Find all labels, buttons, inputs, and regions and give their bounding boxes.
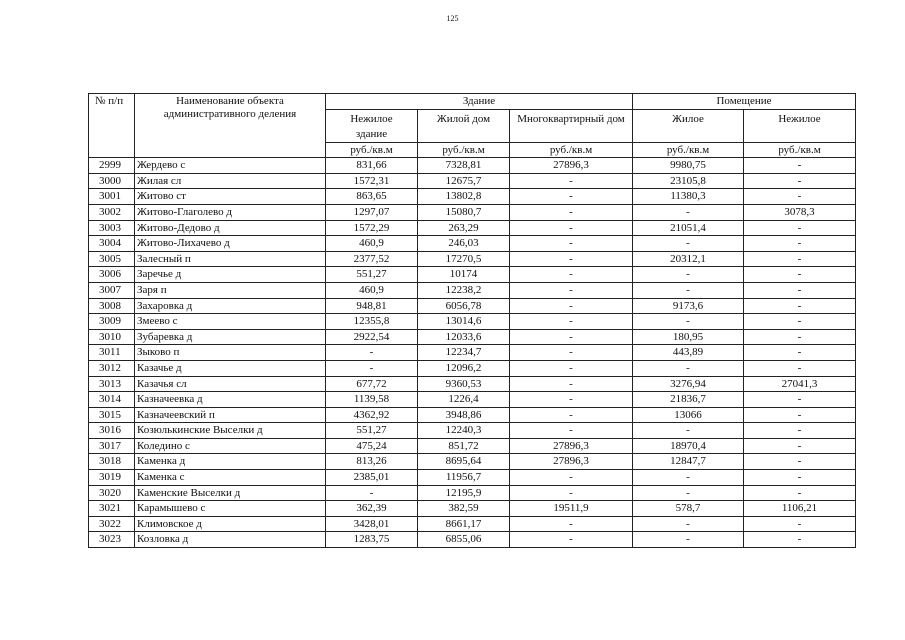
- nonresidential-building-value: 2385,01: [326, 470, 418, 486]
- nonresidential-premises-value: -: [744, 485, 856, 501]
- row-number: 3007: [89, 282, 135, 298]
- nonresidential-premises-value: 1106,21: [744, 501, 856, 517]
- table-row: [89, 314, 856, 330]
- apartment-building-value: -: [510, 392, 633, 408]
- nonresidential-building-value: 460,9: [326, 282, 418, 298]
- nonresidential-building-value: 863,65: [326, 189, 418, 205]
- residential-premises-value: 11380,3: [633, 189, 744, 205]
- row-number: 3021: [89, 501, 135, 517]
- table-header: [89, 94, 856, 158]
- nonresidential-premises-value: -: [744, 470, 856, 486]
- nonresidential-building-value: 948,81: [326, 298, 418, 314]
- row-number: 3016: [89, 423, 135, 439]
- row-number: 3000: [89, 173, 135, 189]
- nonresidential-building-value: 1297,07: [326, 204, 418, 220]
- apartment-building-value: 19511,9: [510, 501, 633, 517]
- row-number: 3006: [89, 267, 135, 283]
- apartment-building-value: -: [510, 407, 633, 423]
- row-number: 3019: [89, 470, 135, 486]
- residential-house-value: 13802,8: [418, 189, 510, 205]
- residential-premises-value: -: [633, 236, 744, 252]
- table-row: [89, 407, 856, 423]
- nonresidential-premises-value: -: [744, 189, 856, 205]
- apartment-building-value: -: [510, 298, 633, 314]
- object-name: Зубаревка д: [135, 329, 326, 345]
- table-row: [89, 173, 856, 189]
- object-name: Казачья сл: [135, 376, 326, 392]
- header-nonresidential-premises: Нежилое: [744, 109, 856, 142]
- nonresidential-building-value: 475,24: [326, 438, 418, 454]
- object-name: Зыково п: [135, 345, 326, 361]
- apartment-building-value: 27896,3: [510, 158, 633, 174]
- nonresidential-premises-value: 3078,3: [744, 204, 856, 220]
- header-num: № п/п: [89, 94, 135, 158]
- object-name: Казначеевский п: [135, 407, 326, 423]
- residential-house-value: 12240,3: [418, 423, 510, 439]
- apartment-building-value: -: [510, 251, 633, 267]
- nonresidential-premises-value: -: [744, 314, 856, 330]
- header-name: [135, 94, 326, 158]
- row-number: 3012: [89, 360, 135, 376]
- nonresidential-premises-value: -: [744, 298, 856, 314]
- apartment-building-value: -: [510, 220, 633, 236]
- nonresidential-building-value: 831,66: [326, 158, 418, 174]
- residential-house-value: 10174: [418, 267, 510, 283]
- nonresidential-building-value: 813,26: [326, 454, 418, 470]
- residential-premises-value: 20312,1: [633, 251, 744, 267]
- apartment-building-value: -: [510, 360, 633, 376]
- nonresidential-premises-value: -: [744, 454, 856, 470]
- nonresidential-building-value: 4362,92: [326, 407, 418, 423]
- nonresidential-premises-value: -: [744, 423, 856, 439]
- table-row: [89, 282, 856, 298]
- table-row: [89, 360, 856, 376]
- nonresidential-building-value: -: [326, 345, 418, 361]
- nonresidential-premises-value: 27041,3: [744, 376, 856, 392]
- residential-premises-value: 3276,94: [633, 376, 744, 392]
- row-number: 3013: [89, 376, 135, 392]
- unit-label: руб./кв.м: [326, 142, 418, 158]
- object-name: Захаровка д: [135, 298, 326, 314]
- residential-premises-value: -: [633, 516, 744, 532]
- table-row: [89, 516, 856, 532]
- nonresidential-premises-value: -: [744, 282, 856, 298]
- tariff-table: [88, 93, 856, 548]
- residential-premises-value: 9980,75: [633, 158, 744, 174]
- page-number: 125: [446, 14, 459, 23]
- nonresidential-building-value: 362,39: [326, 501, 418, 517]
- residential-premises-value: -: [633, 470, 744, 486]
- apartment-building-value: -: [510, 282, 633, 298]
- header-residential-house: Жилой дом: [418, 109, 510, 142]
- table-row: [89, 501, 856, 517]
- nonresidential-building-value: 1283,75: [326, 532, 418, 548]
- residential-premises-value: 578,7: [633, 501, 744, 517]
- nonresidential-premises-value: -: [744, 532, 856, 548]
- residential-house-value: 15080,7: [418, 204, 510, 220]
- row-number: 3020: [89, 485, 135, 501]
- residential-premises-value: -: [633, 314, 744, 330]
- header-building: Здание: [326, 94, 633, 110]
- residential-house-value: 9360,53: [418, 376, 510, 392]
- nonresidential-premises-value: -: [744, 267, 856, 283]
- table-row: [89, 204, 856, 220]
- nonresidential-premises-value: -: [744, 407, 856, 423]
- residential-house-value: 851,72: [418, 438, 510, 454]
- residential-house-value: 246,03: [418, 236, 510, 252]
- residential-house-value: 12033,6: [418, 329, 510, 345]
- nonresidential-building-value: -: [326, 360, 418, 376]
- nonresidential-building-value: 460,9: [326, 236, 418, 252]
- row-number: 3010: [89, 329, 135, 345]
- apartment-building-value: 27896,3: [510, 454, 633, 470]
- residential-premises-value: -: [633, 532, 744, 548]
- row-number: 3004: [89, 236, 135, 252]
- object-name: Каменка д: [135, 454, 326, 470]
- header-premises: Помещение: [633, 94, 856, 110]
- residential-premises-value: 180,95: [633, 329, 744, 345]
- object-name: Козловка д: [135, 532, 326, 548]
- residential-house-value: 8695,64: [418, 454, 510, 470]
- apartment-building-value: -: [510, 345, 633, 361]
- table-row: [89, 438, 856, 454]
- object-name: Жилая сл: [135, 173, 326, 189]
- nonresidential-premises-value: -: [744, 345, 856, 361]
- object-name: Житово-Дедово д: [135, 220, 326, 236]
- header-nonresidential-building-text: Нежилое здание: [350, 112, 393, 140]
- object-name: Житово-Глаголево д: [135, 204, 326, 220]
- residential-house-value: 263,29: [418, 220, 510, 236]
- nonresidential-building-value: 3428,01: [326, 516, 418, 532]
- residential-premises-value: 13066: [633, 407, 744, 423]
- table-row: [89, 376, 856, 392]
- row-number: 3023: [89, 532, 135, 548]
- nonresidential-premises-value: -: [744, 251, 856, 267]
- object-name: Житово ст: [135, 189, 326, 205]
- residential-premises-value: -: [633, 360, 744, 376]
- apartment-building-value: -: [510, 423, 633, 439]
- apartment-building-value: 27896,3: [510, 438, 633, 454]
- object-name: Климовское д: [135, 516, 326, 532]
- row-number: 3002: [89, 204, 135, 220]
- object-name: Заря п: [135, 282, 326, 298]
- row-number: 3005: [89, 251, 135, 267]
- nonresidential-premises-value: -: [744, 220, 856, 236]
- table-row: [89, 329, 856, 345]
- header-residential-premises: Жилое: [633, 109, 744, 142]
- residential-premises-value: -: [633, 267, 744, 283]
- table-row: [89, 158, 856, 174]
- nonresidential-premises-value: -: [744, 392, 856, 408]
- header-nonresidential-building: [326, 109, 418, 142]
- apartment-building-value: -: [510, 314, 633, 330]
- nonresidential-premises-value: -: [744, 158, 856, 174]
- object-name: Житово-Лихачево д: [135, 236, 326, 252]
- table-row: [89, 392, 856, 408]
- object-name: Каменские Выселки д: [135, 485, 326, 501]
- residential-house-value: 6056,78: [418, 298, 510, 314]
- header-name-text: Наименование объекта административного деления: [163, 95, 297, 120]
- nonresidential-building-value: 551,27: [326, 423, 418, 439]
- table-row: [89, 236, 856, 252]
- unit-label: руб./кв.м: [633, 142, 744, 158]
- row-number: 3009: [89, 314, 135, 330]
- nonresidential-building-value: 2922,54: [326, 329, 418, 345]
- nonresidential-building-value: -: [326, 485, 418, 501]
- header-apartment-building: [510, 109, 633, 142]
- table-body: [89, 158, 856, 548]
- table-row: [89, 220, 856, 236]
- row-number: 3018: [89, 454, 135, 470]
- header-apartment-building-text: Многоквартирный дом: [517, 112, 625, 125]
- nonresidential-building-value: 1572,29: [326, 220, 418, 236]
- residential-premises-value: 21836,7: [633, 392, 744, 408]
- nonresidential-premises-value: -: [744, 173, 856, 189]
- table-row: [89, 470, 856, 486]
- residential-premises-value: 23105,8: [633, 173, 744, 189]
- nonresidential-building-value: 12355,8: [326, 314, 418, 330]
- row-number: 3008: [89, 298, 135, 314]
- apartment-building-value: -: [510, 329, 633, 345]
- apartment-building-value: -: [510, 173, 633, 189]
- nonresidential-building-value: 2377,52: [326, 251, 418, 267]
- residential-house-value: 12096,2: [418, 360, 510, 376]
- row-number: 2999: [89, 158, 135, 174]
- residential-house-value: 13014,6: [418, 314, 510, 330]
- table-row: [89, 485, 856, 501]
- nonresidential-building-value: 677,72: [326, 376, 418, 392]
- residential-premises-value: 443,89: [633, 345, 744, 361]
- row-number: 3017: [89, 438, 135, 454]
- apartment-building-value: -: [510, 516, 633, 532]
- nonresidential-building-value: 1139,58: [326, 392, 418, 408]
- row-number: 3003: [89, 220, 135, 236]
- residential-premises-value: 21051,4: [633, 220, 744, 236]
- apartment-building-value: -: [510, 267, 633, 283]
- unit-label: руб./кв.м: [510, 142, 633, 158]
- residential-premises-value: 18970,4: [633, 438, 744, 454]
- object-name: Коледино с: [135, 438, 326, 454]
- object-name: Змеево с: [135, 314, 326, 330]
- table-row: [89, 345, 856, 361]
- unit-label: руб./кв.м: [418, 142, 510, 158]
- row-number: 3011: [89, 345, 135, 361]
- nonresidential-building-value: 1572,31: [326, 173, 418, 189]
- residential-house-value: 1226,4: [418, 392, 510, 408]
- residential-premises-value: 12847,7: [633, 454, 744, 470]
- object-name: Казначеевка д: [135, 392, 326, 408]
- residential-house-value: 12234,7: [418, 345, 510, 361]
- residential-premises-value: -: [633, 485, 744, 501]
- residential-house-value: 17270,5: [418, 251, 510, 267]
- object-name: Карамышево с: [135, 501, 326, 517]
- table-row: [89, 251, 856, 267]
- nonresidential-premises-value: -: [744, 438, 856, 454]
- apartment-building-value: -: [510, 532, 633, 548]
- table-row: [89, 189, 856, 205]
- row-number: 3014: [89, 392, 135, 408]
- residential-premises-value: -: [633, 423, 744, 439]
- table-row: [89, 298, 856, 314]
- object-name: Жердево с: [135, 158, 326, 174]
- residential-house-value: 11956,7: [418, 470, 510, 486]
- residential-premises-value: 9173,6: [633, 298, 744, 314]
- object-name: Заречье д: [135, 267, 326, 283]
- nonresidential-building-value: 551,27: [326, 267, 418, 283]
- object-name: Казачье д: [135, 360, 326, 376]
- object-name: Козюлькинские Выселки д: [135, 423, 326, 439]
- residential-house-value: 12195,9: [418, 485, 510, 501]
- residential-premises-value: -: [633, 282, 744, 298]
- table-row: [89, 267, 856, 283]
- object-name: Залесный п: [135, 251, 326, 267]
- nonresidential-premises-value: -: [744, 516, 856, 532]
- table-row: [89, 532, 856, 548]
- residential-house-value: 12675,7: [418, 173, 510, 189]
- row-number: 3001: [89, 189, 135, 205]
- nonresidential-premises-value: -: [744, 360, 856, 376]
- nonresidential-premises-value: -: [744, 236, 856, 252]
- residential-house-value: 3948,86: [418, 407, 510, 423]
- apartment-building-value: -: [510, 236, 633, 252]
- residential-house-value: 12238,2: [418, 282, 510, 298]
- apartment-building-value: -: [510, 376, 633, 392]
- residential-house-value: 8661,17: [418, 516, 510, 532]
- residential-house-value: 6855,06: [418, 532, 510, 548]
- object-name: Каменка с: [135, 470, 326, 486]
- apartment-building-value: -: [510, 189, 633, 205]
- residential-house-value: 382,59: [418, 501, 510, 517]
- apartment-building-value: -: [510, 204, 633, 220]
- row-number: 3022: [89, 516, 135, 532]
- table-row: [89, 454, 856, 470]
- apartment-building-value: -: [510, 470, 633, 486]
- apartment-building-value: -: [510, 485, 633, 501]
- residential-house-value: 7328,81: [418, 158, 510, 174]
- unit-label: руб./кв.м: [744, 142, 856, 158]
- table-row: [89, 423, 856, 439]
- row-number: 3015: [89, 407, 135, 423]
- residential-premises-value: -: [633, 204, 744, 220]
- nonresidential-premises-value: -: [744, 329, 856, 345]
